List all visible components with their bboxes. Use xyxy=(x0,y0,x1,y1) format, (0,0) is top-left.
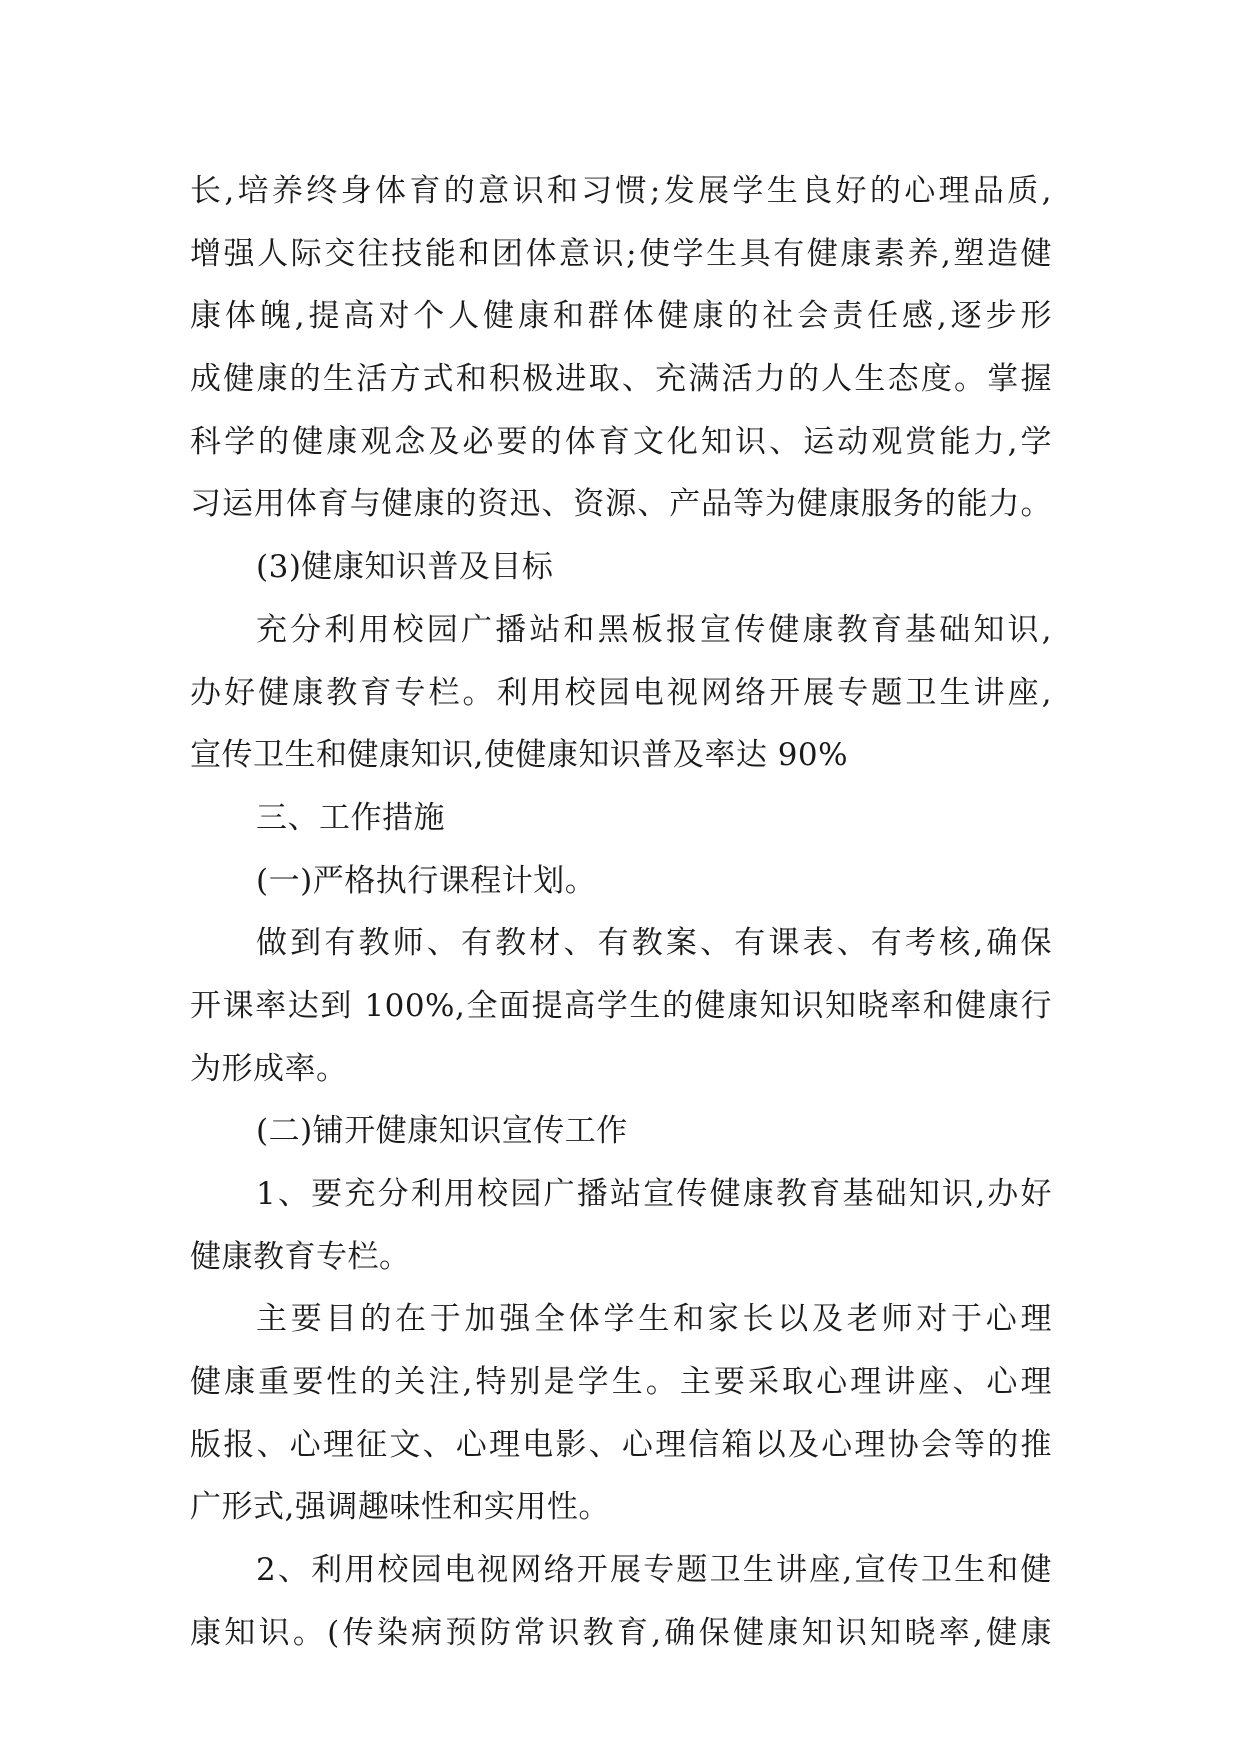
text-line: 办好健康教育专栏。利用校园电视网络开展专题卫生讲座, xyxy=(190,674,1052,711)
text-line: 成健康的生活方式和积极进取、充满活力的人生态度。掌握 xyxy=(190,361,1052,398)
text-line: 1、要充分利用校园广播站宣传健康教育基础知识,办好 xyxy=(256,1176,1052,1212)
text-line: 健康重要性的关注,特别是学生。主要采取心理讲座、心理 xyxy=(190,1364,1052,1401)
text-line: 为形成率。 xyxy=(190,1050,348,1087)
text-line: 康体魄,提高对个人健康和群体健康的社会责任感,逐步形 xyxy=(190,298,1052,335)
text-line: 长,培养终身体育的意识和习惯;发展学生良好的心理品质, xyxy=(190,173,1052,209)
text-line: 版报、心理征文、心理电影、心理信箱以及心理协会等的推 xyxy=(190,1426,1052,1463)
text-line: 宣传卫生和健康知识,使健康知识普及率达 90% xyxy=(190,737,849,774)
text-line: 广形式,强调趣味性和实用性。 xyxy=(190,1489,610,1526)
text-line: 科学的健康观念及必要的体育文化知识、运动观赏能力,学 xyxy=(190,423,1052,460)
subsection-heading: (二)铺开健康知识宣传工作 xyxy=(256,1113,628,1150)
text-line: 健康教育专栏。 xyxy=(190,1238,411,1275)
text-line: 充分利用校园广播站和黑板报宣传健康教育基础知识, xyxy=(256,611,1052,648)
subsection-heading: (一)严格执行课程计划。 xyxy=(256,862,597,899)
document-body xyxy=(190,160,1052,1665)
text-line: 2、利用校园电视网络开展专题卫生讲座,宣传卫生和健 xyxy=(256,1552,1052,1589)
text-line: 增强人际交往技能和团体意识;使学生具有健康素养,塑造健 xyxy=(190,235,1052,272)
text-line: 做到有教师、有教材、有教案、有课表、有考核,确保 xyxy=(256,925,1052,962)
section-heading: 三、工作措施 xyxy=(256,799,445,836)
section-heading: (3)健康知识普及目标 xyxy=(256,549,554,586)
text-line: 康知识。(传染病预防常识教育,确保健康知识知晓率,健康 xyxy=(190,1614,1052,1651)
text-line: 开课率达到 100%,全面提高学生的健康知识知晓率和健康行 xyxy=(190,987,1052,1024)
text-line: 习运用体育与健康的资迅、资源、产品等为健康服务的能力。 xyxy=(190,486,1052,523)
text-line: 主要目的在于加强全体学生和家长以及老师对于心理 xyxy=(256,1301,1052,1338)
